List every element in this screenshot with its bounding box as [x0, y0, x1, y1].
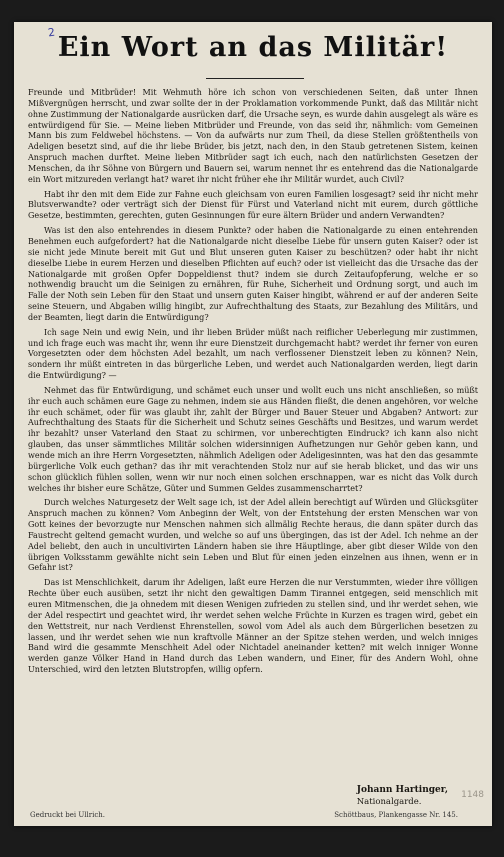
- paragraph: Freunde und Mitbrüder! Mit Wehmuth höre ich schon von verschiedenen Seiten, daß unter Ihnen Mißvergnügen herrscht, und zwar sollte der in der Proklamation vorkommende Punkt, daß das Militär nicht ohne Zustimmung der Nationalgarde ausrücken darf, die Ursache seyn, es wurde dahin ausgelegt als wäre es entwürdigend für Sie. — Meine lieben Mitbrüder und Freunde, von das seid ihr, nähmlich: vom Gemeinen Mann bis zum Feldwebel höchstens. — Von da aufwärts nur zum Theil, da diese Stellen größtentheils von Adeligen besetzt sind, auf die ihr liebe Brüder, bis jetzt, nach den, in den Staub getretenen Sistem, keinen Anspruch machen durftet. Meine lieben Mitbrüder sagt ich euch, nach den natürlichsten Gesetzen der Menschen, da ihr Söhne von Bürgern und Bauern sei, warum nennet ihr es entehrend das die Nationalgarde ein Wort mitzureden verlangt hat? waret ihr nicht früher ehe ihr Militär wurdet, auch Civil?: [28, 88, 478, 184]
- paragraph: Das ist Menschlichkeit, darum ihr Adeligen, laßt eure Herzen die nur Verstummten, wieder ihre völligen Rechte über euch ausüben, setzt ihr nicht den gewaltigen Damm Tirannei entgegen, seid menschlich mit euren Mitmenschen, die ja ohnedem mit diesen Wenigen zufrieden zu stellen sind, und ihr werdet sehen, wie der Adel respectirt und geachtet wird, ihr werdet sehen welche Früchte in Kurzen es tragen wird, gebet ein den Wettstreit, nur nach Verdienst Ehrenstellen, sowol vom Adel als auch dem Bürgerlichen besetzen zu lassen, und ihr werdet sehen wie nun kraftvolle Männer an der Spitze stehen werden, und welch inniges Band wird die gesammte Menschheit Adel oder Nichtadel aneinander ketten? mit welch inniger Wonne werden ganze Völker Hand in Hand durch das Leben wandern, und Einer, für des Andern Wohl, ohne Unterschied, wird den letzten Blutstropfen, willig opfern.: [28, 578, 478, 675]
- paragraph: Nehmet das für Entwürdigung, und schämet euch unser und wollt euch uns nicht anschließen, so müßt ihr euch auch schämen eure Gage zu nehmen, indem sie aus Händen fließt, die denen angehören, vor welche ihr euch schämet, oder für was glaubt ihr, zahlt der Bürger und Bauer Steuer und Abgaben? Antwort: zur Aufrechthaltung des Staats für die Sicherheit und Schutz seines Geschäfts und Besitzes, und warum werdet ihr bezahlt? unser Vaterland den Staat zu schirmen, vor unberechtigten Eindruck? ich kann also nicht glauben, das unser sämmtliches Militär solchen widersinnigen Aufhetzungen nur Gehör geben kann, und wende mich an ihre Herrn Vorgesetzten, nähmlich Adeligen oder Adeligesinnten, was hat den das gesammte bürgerliche Volk euch gethan? das ihr mit verachtenden Stolz nur auf sie herab blicket, und das wir uns schon glücklich fühlen sollen, wenn wir nur noch einen solchen erschnappen, war es nicht das Volk durch welches ihr bisher eure Schätze, Güter und Summen Geldes zusammenscharrtet?: [28, 385, 478, 493]
- signature-name: Johann Hartinger,: [356, 785, 448, 795]
- paragraph: Ich sage Nein und ewig Nein, und ihr lieben Brüder müßt nach reiflicher Ueberlegung mir zustimmen, und ich frage euch was macht ihr, wenn ihr eure Dienstzeit durchgemacht habt? werdet ihr ferner von euren Vorgesetzten oder dem höchsten Adel bezahlt, um nach verflossener Dienstzeit leben zu können? Nein, sondern ihr müßt eintreten in das bürgerliche Leben, und werdet auch Nationalgarden werden, liegt darin die Entwürdigung? —: [28, 327, 478, 381]
- page-title: Ein Wort an das Militär!: [57, 32, 449, 63]
- paragraph: Was ist den also entehrendes in diesem Punkte? oder haben die Nationalgarde zu einen entehrenden Benehmen euch aufgefordert? hat die Nationalgarde nicht dieselbe Liebe für unsern guten Kaiser? oder ist sie nicht jede Minute bereit mit Gut und Blut unseren guten Kaiser zu beschützen? oder habt ihr nicht dieselbe Liebe in eurem Herzen und dieselben Pflichten auf euch? oder ist vielleicht das die Ursache das der Nationalgarde mit großen Opfer Doppeldienst thut? indem sie durch Zeitaufopferung, welche er so nothwendig braucht um die Seinigen zu ernähren, für Ruhe, Sicherheit und Ordnung sorgt, und auch im Falle der Noth sein Leben für den Staat und unsern guten Kaiser hingibt, während er auf der anderen Seite seine Steuern, und Abgaben willig hingibt, zur Aufrechthaltung des Staats, zur Bezahlung des Militärs, und der Beamten, liegt darin die Entwürdigung?: [28, 226, 478, 322]
- signature-block: [357, 784, 448, 808]
- handwritten-number: 2: [47, 25, 56, 40]
- signature-role: Nationalgarde.: [356, 797, 422, 807]
- printer-address: Schöttbaus, Plankengasse Nr. 145.: [334, 811, 458, 819]
- body-text: [28, 88, 478, 680]
- pencil-note: 1148: [461, 790, 484, 800]
- paragraph: Durch welches Naturgesetz der Welt sage ich, ist der Adel allein berechtigt auf Würden und Glücksgüter Anspruch machen zu können? Vom Anbeginn der Welt, von der Entstehung der ersten Menschen war von Gott keines der bevorzugte nur Menschen nahmen sich allmälig Rechte heraus, die dann später durch das Faustrecht geltend gemacht wurden, und welche so auf uns übergingen, das ist der Adel. Ich nehme an der Adel beliebt, den auch in uncultivirten Ländern haben sie ihre Häuptlinge, aber gibt dieser Wilde von den übrigen Volksstamm gewählte nicht sein Leben und Blut für einen jeden einzelnen aus ihnen, wenn er in Gefahr ist?: [28, 498, 478, 573]
- broadside-sheet: [14, 22, 492, 826]
- paragraph: Habt ihr den mit dem Eide zur Fahne euch gleichsam von euren Familien losgesagt? seid ihr nicht mehr Blutsverwandte? oder verträgt sich der Dienst für Fürst und Vaterland nicht mit eurem, durch göttliche Gesetze, bestimmten, gerechten, guten Gesinnungen für eure ältern Brüder und andern Verwandten?: [28, 189, 478, 221]
- printer-imprint: Gedruckt bei Ullrich.: [30, 811, 105, 819]
- title-divider: [206, 78, 304, 79]
